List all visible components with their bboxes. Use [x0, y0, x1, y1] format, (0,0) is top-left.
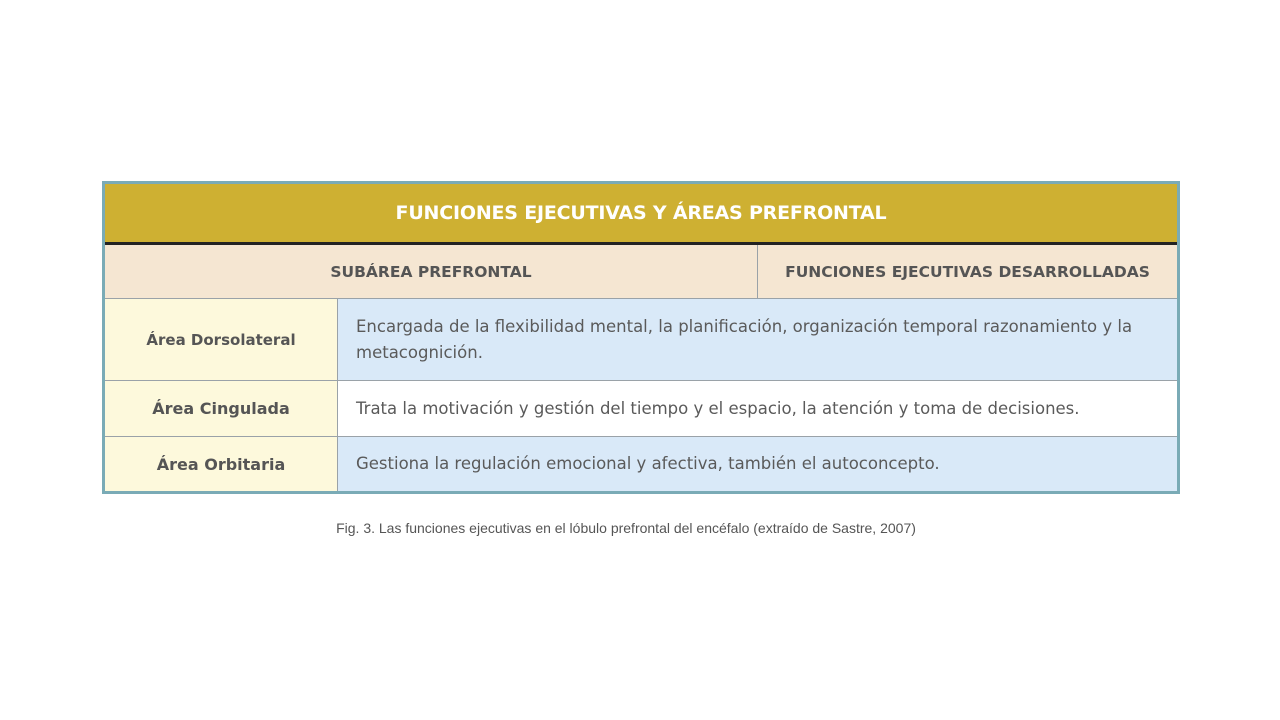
figure-caption: Fig. 3. Las funciones ejecutivas en el lóbulo prefrontal del encéfalo (extraído de Sastre, 2007) [336, 520, 916, 536]
area-cell: Área Orbitaria [105, 437, 338, 491]
table-header-row [105, 245, 1177, 299]
table-title: FUNCIONES EJECUTIVAS Y ÁREAS PREFRONTAL [105, 184, 1177, 245]
table-row [105, 299, 1177, 381]
header-functions: FUNCIONES EJECUTIVAS DESARROLLADAS [785, 262, 1150, 281]
functions-table [102, 181, 1180, 494]
table-row [105, 381, 1177, 437]
area-cell: Área Dorsolateral [105, 299, 338, 380]
area-cell: Área Cingulada [105, 381, 338, 436]
table-row [105, 437, 1177, 491]
description-cell: Trata la motivación y gestión del tiempo y el espacio, la atención y toma de decisiones. [338, 381, 1177, 436]
description-cell: Gestiona la regulación emocional y afectiva, también el autoconcepto. [338, 437, 1177, 491]
description-cell: Encargada de la flexibilidad mental, la planificación, organización temporal razonamiento y la metacognición. [338, 299, 1177, 380]
header-subarea: SUBÁREA PREFRONTAL [105, 245, 758, 298]
